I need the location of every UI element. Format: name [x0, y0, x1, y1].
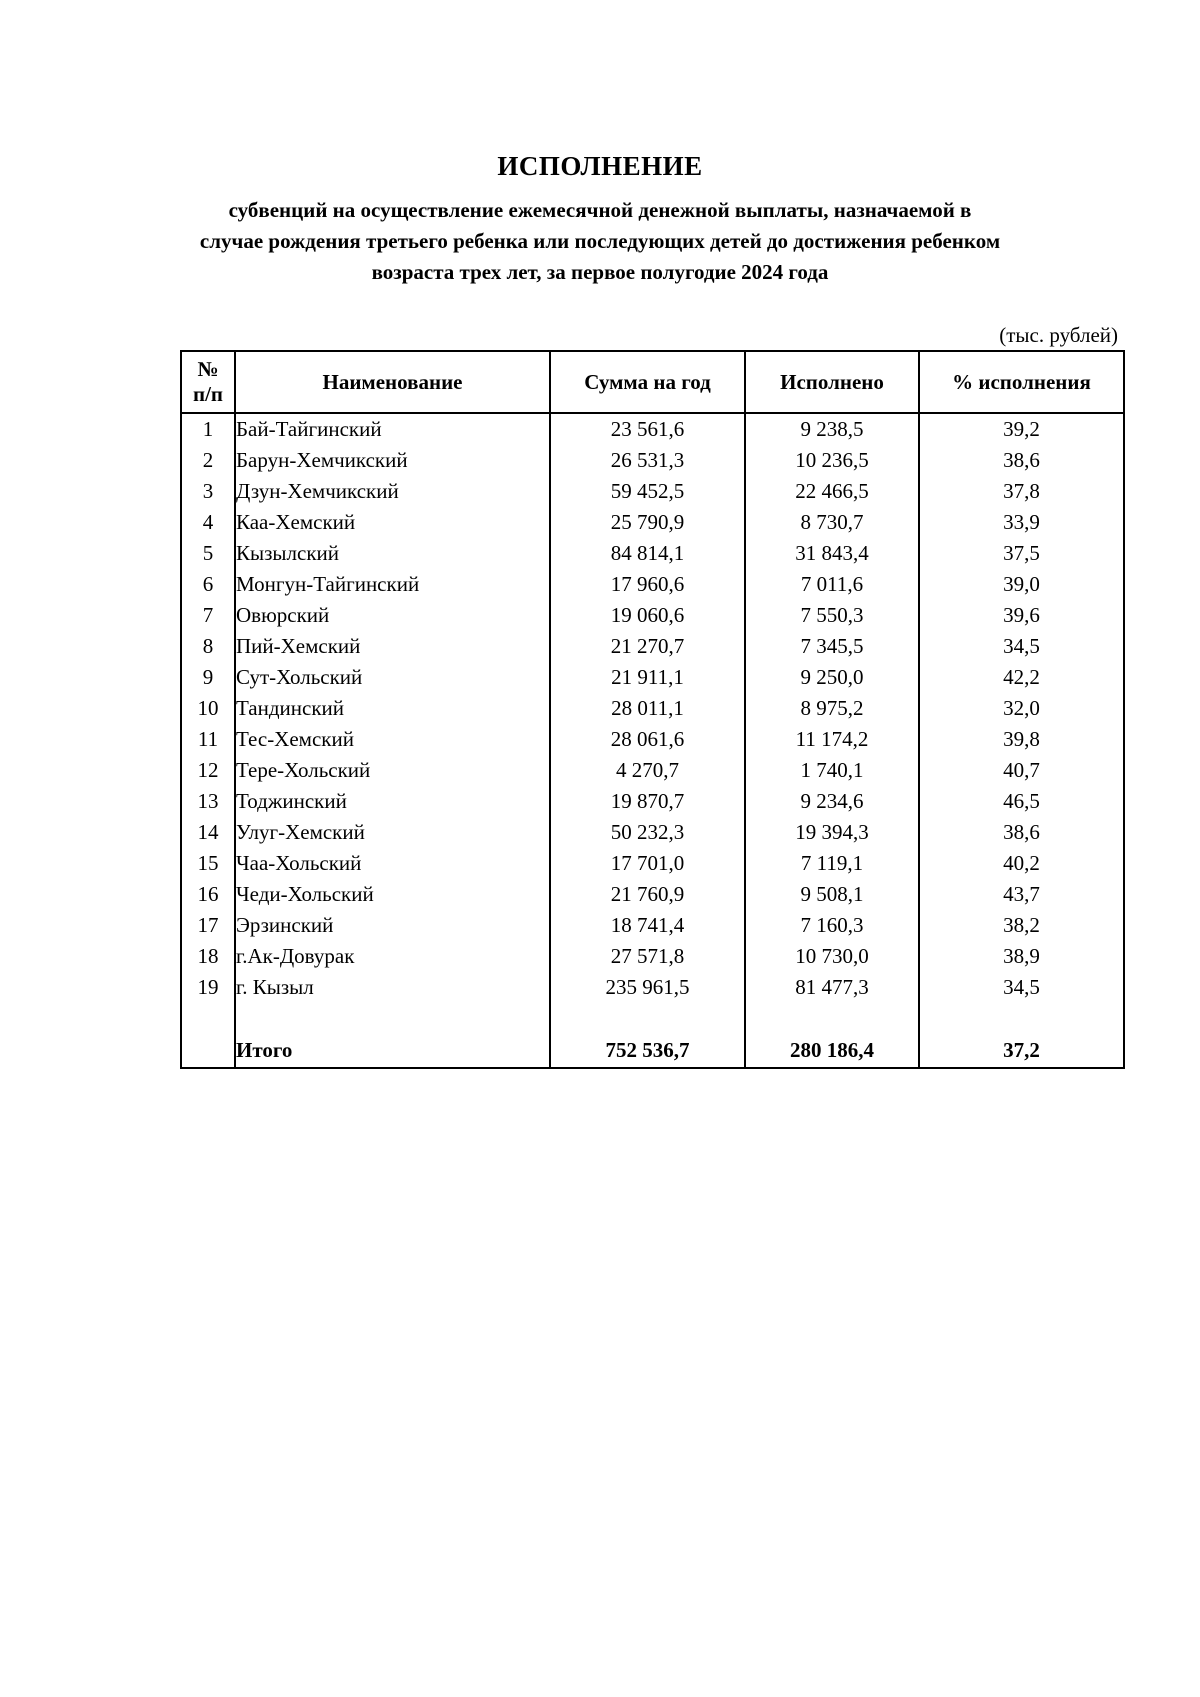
- row-executed: 9 250,0: [745, 662, 919, 693]
- row-annual-sum: 23 561,6: [550, 413, 745, 445]
- row-number: 5: [181, 538, 235, 569]
- table-row: [181, 693, 1124, 724]
- header-percent: % исполнения: [919, 351, 1124, 413]
- total-executed: 280 186,4: [745, 1034, 919, 1068]
- table-row: [181, 817, 1124, 848]
- row-annual-sum: 26 531,3: [550, 445, 745, 476]
- row-number: 14: [181, 817, 235, 848]
- row-percent: 37,5: [919, 538, 1124, 569]
- row-name: Бай-Тайгинский: [235, 413, 550, 445]
- total-percent: 37,2: [919, 1034, 1124, 1068]
- table-header-row: [181, 351, 1124, 413]
- row-name: Овюрский: [235, 600, 550, 631]
- table-row: [181, 662, 1124, 693]
- row-percent: 42,2: [919, 662, 1124, 693]
- row-name: Кызылский: [235, 538, 550, 569]
- row-number: 17: [181, 910, 235, 941]
- row-number: 10: [181, 693, 235, 724]
- row-number: 4: [181, 507, 235, 538]
- row-annual-sum: 50 232,3: [550, 817, 745, 848]
- row-executed: 7 011,6: [745, 569, 919, 600]
- row-number: 16: [181, 879, 235, 910]
- execution-table: [180, 350, 1125, 1069]
- row-name: Барун-Хемчикский: [235, 445, 550, 476]
- row-percent: 32,0: [919, 693, 1124, 724]
- row-name: Чаа-Хольский: [235, 848, 550, 879]
- row-percent: 38,9: [919, 941, 1124, 972]
- row-percent: 38,6: [919, 817, 1124, 848]
- table-row: [181, 879, 1124, 910]
- table-row: [181, 538, 1124, 569]
- header-name: Наименование: [235, 351, 550, 413]
- row-percent: 40,7: [919, 755, 1124, 786]
- row-executed: 9 238,5: [745, 413, 919, 445]
- table-row: [181, 600, 1124, 631]
- table-row: [181, 941, 1124, 972]
- row-number: 6: [181, 569, 235, 600]
- row-percent: 46,5: [919, 786, 1124, 817]
- document-title: ИСПОЛНЕНИЕ: [497, 151, 703, 181]
- row-percent: 34,5: [919, 972, 1124, 1003]
- row-percent: 37,8: [919, 476, 1124, 507]
- row-percent: 33,9: [919, 507, 1124, 538]
- row-executed: 11 174,2: [745, 724, 919, 755]
- table-row: [181, 507, 1124, 538]
- table-row: [181, 972, 1124, 1003]
- row-percent: 39,6: [919, 600, 1124, 631]
- row-percent: 39,2: [919, 413, 1124, 445]
- row-number: 12: [181, 755, 235, 786]
- row-annual-sum: 235 961,5: [550, 972, 745, 1003]
- row-name: Монгун-Тайгинский: [235, 569, 550, 600]
- row-annual-sum: 28 061,6: [550, 724, 745, 755]
- row-annual-sum: 19 060,6: [550, 600, 745, 631]
- row-annual-sum: 17 701,0: [550, 848, 745, 879]
- total-row: [181, 1034, 1124, 1068]
- table-row: [181, 476, 1124, 507]
- row-executed: 7 550,3: [745, 600, 919, 631]
- header-number: [181, 351, 235, 413]
- row-number: 7: [181, 600, 235, 631]
- row-annual-sum: 18 741,4: [550, 910, 745, 941]
- row-name: Тандинский: [235, 693, 550, 724]
- total-name: Итого: [235, 1034, 550, 1068]
- spacer-cell: [181, 1003, 235, 1034]
- header-executed: Исполнено: [745, 351, 919, 413]
- row-annual-sum: 59 452,5: [550, 476, 745, 507]
- row-executed: 8 975,2: [745, 693, 919, 724]
- row-name: Чеди-Хольский: [235, 879, 550, 910]
- row-name: Дзун-Хемчикский: [235, 476, 550, 507]
- row-number: 8: [181, 631, 235, 662]
- row-name: Пий-Хемский: [235, 631, 550, 662]
- row-number: 1: [181, 413, 235, 445]
- row-executed: 9 508,1: [745, 879, 919, 910]
- row-number: 15: [181, 848, 235, 879]
- row-percent: 40,2: [919, 848, 1124, 879]
- row-executed: 81 477,3: [745, 972, 919, 1003]
- row-executed: 31 843,4: [745, 538, 919, 569]
- row-number: 11: [181, 724, 235, 755]
- spacer-cell: [745, 1003, 919, 1034]
- row-name: Тере-Хольский: [235, 755, 550, 786]
- row-number: 2: [181, 445, 235, 476]
- table-body: [181, 413, 1124, 1068]
- row-name: г. Кызыл: [235, 972, 550, 1003]
- table-row: [181, 786, 1124, 817]
- table-row: [181, 910, 1124, 941]
- row-number: 13: [181, 786, 235, 817]
- row-name: Эрзинский: [235, 910, 550, 941]
- table-row: [181, 724, 1124, 755]
- table-row: [181, 445, 1124, 476]
- table-row: [181, 631, 1124, 662]
- row-percent: 38,6: [919, 445, 1124, 476]
- row-name: Тоджинский: [235, 786, 550, 817]
- row-name: Каа-Хемский: [235, 507, 550, 538]
- row-annual-sum: 28 011,1: [550, 693, 745, 724]
- spacer-cell: [550, 1003, 745, 1034]
- header-annual-sum: Сумма на год: [550, 351, 745, 413]
- row-annual-sum: 17 960,6: [550, 569, 745, 600]
- units-note: (тыс. рублей): [999, 323, 1118, 347]
- row-executed: 7 345,5: [745, 631, 919, 662]
- row-number: 9: [181, 662, 235, 693]
- table-row: [181, 569, 1124, 600]
- subtitle-line: возраста трех лет, за первое полугодие 2024 года: [371, 260, 829, 284]
- row-executed: 7 119,1: [745, 848, 919, 879]
- row-annual-sum: 27 571,8: [550, 941, 745, 972]
- document-subtitle: [150, 195, 1050, 288]
- row-number: 19: [181, 972, 235, 1003]
- total-number: [181, 1034, 235, 1068]
- row-annual-sum: 21 911,1: [550, 662, 745, 693]
- row-name: Улуг-Хемский: [235, 817, 550, 848]
- row-percent: 38,2: [919, 910, 1124, 941]
- row-annual-sum: 21 760,9: [550, 879, 745, 910]
- header-number-pp: п/п: [192, 382, 224, 406]
- row-executed: 7 160,3: [745, 910, 919, 941]
- row-percent: 39,0: [919, 569, 1124, 600]
- subtitle-line: субвенций на осуществление ежемесячной денежной выплаты, назначаемой в: [228, 198, 972, 222]
- row-executed: 8 730,7: [745, 507, 919, 538]
- row-annual-sum: 25 790,9: [550, 507, 745, 538]
- total-annual-sum: 752 536,7: [550, 1034, 745, 1068]
- row-annual-sum: 19 870,7: [550, 786, 745, 817]
- row-percent: 43,7: [919, 879, 1124, 910]
- spacer-row: [181, 1003, 1124, 1034]
- row-annual-sum: 84 814,1: [550, 538, 745, 569]
- table-row: [181, 848, 1124, 879]
- row-executed: 1 740,1: [745, 755, 919, 786]
- row-executed: 10 236,5: [745, 445, 919, 476]
- row-annual-sum: 4 270,7: [550, 755, 745, 786]
- row-executed: 10 730,0: [745, 941, 919, 972]
- row-executed: 19 394,3: [745, 817, 919, 848]
- row-executed: 9 234,6: [745, 786, 919, 817]
- table-row: [181, 755, 1124, 786]
- spacer-cell: [919, 1003, 1124, 1034]
- row-percent: 34,5: [919, 631, 1124, 662]
- row-name: г.Ак-Довурак: [235, 941, 550, 972]
- header-number-sign: №: [197, 357, 219, 381]
- row-percent: 39,8: [919, 724, 1124, 755]
- spacer-cell: [235, 1003, 550, 1034]
- row-name: Тес-Хемский: [235, 724, 550, 755]
- table-row: [181, 413, 1124, 445]
- row-number: 18: [181, 941, 235, 972]
- row-number: 3: [181, 476, 235, 507]
- row-executed: 22 466,5: [745, 476, 919, 507]
- row-name: Сут-Хольский: [235, 662, 550, 693]
- subtitle-line: случае рождения третьего ребенка или последующих детей до достижения ребенком: [199, 229, 1001, 253]
- row-annual-sum: 21 270,7: [550, 631, 745, 662]
